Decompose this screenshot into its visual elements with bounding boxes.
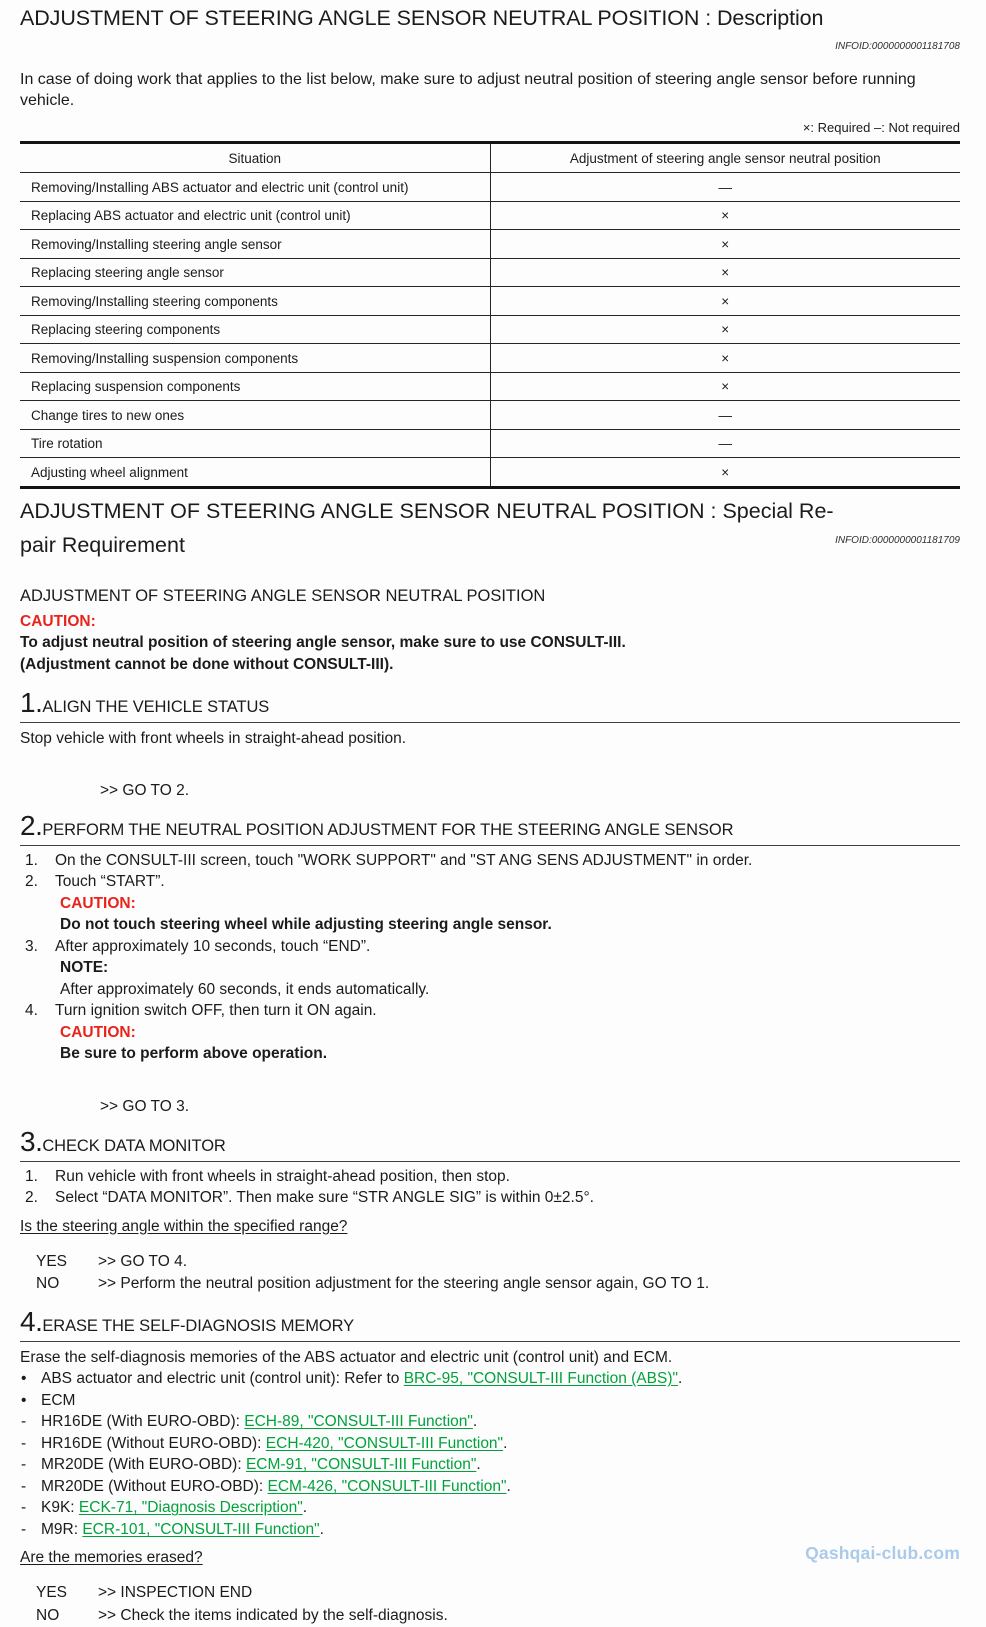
- yes-action: >> GO TO 4.: [98, 1251, 960, 1274]
- bullet-marker: -: [20, 1519, 41, 1541]
- value-cell: —: [490, 173, 960, 202]
- reference-text: [41, 1368, 960, 1390]
- reference-row: [20, 1519, 960, 1541]
- note-label: NOTE:: [60, 957, 960, 979]
- step3-heading: [20, 1126, 960, 1162]
- value-cell: ×: [490, 201, 960, 230]
- step4-title: ERASE THE SELF-DIAGNOSIS MEMORY: [42, 1317, 354, 1335]
- reference-text: [41, 1454, 960, 1476]
- reference-link[interactable]: ECM-426, "CONSULT-III Function": [268, 1478, 507, 1495]
- list-item: [20, 1000, 960, 1022]
- bullet-marker: -: [20, 1411, 41, 1433]
- step1-body: Stop vehicle with front wheels in straight-ahead position.: [20, 728, 960, 750]
- section1-title: ADJUSTMENT OF STEERING ANGLE SENSOR NEUTRAL POSITION : Description: [20, 6, 960, 31]
- no-label: NO: [36, 1273, 98, 1296]
- caution-text-line1: To adjust neutral position of steering angle sensor, make sure to use CONSULT-III.: [20, 632, 960, 654]
- item-number: 3.: [20, 936, 55, 958]
- list-item: [20, 850, 960, 872]
- bullet-marker: -: [20, 1433, 41, 1455]
- reference-pre: MR20DE (With EURO-OBD):: [41, 1456, 246, 1473]
- list-item: [20, 1187, 960, 1209]
- caution-text: Be sure to perform above operation.: [60, 1043, 960, 1065]
- table-row: [20, 344, 960, 373]
- reference-text: [41, 1411, 960, 1433]
- table-row: [20, 230, 960, 259]
- value-cell: ×: [490, 344, 960, 373]
- step4-number: 4.: [20, 1306, 42, 1337]
- section2-title-line2: pair Requirement: [20, 530, 185, 560]
- yes-label: YES: [36, 1582, 98, 1605]
- reference-text: [41, 1519, 960, 1541]
- table-header-row: [20, 143, 960, 173]
- reference-pre: MR20DE (Without EURO-OBD):: [41, 1478, 268, 1495]
- value-cell: ×: [490, 258, 960, 287]
- step2-title: PERFORM THE NEUTRAL POSITION ADJUSTMENT FOR THE STEERING ANGLE SENSOR: [42, 821, 733, 839]
- reference-row: [20, 1454, 960, 1476]
- item-number: 4.: [20, 1000, 55, 1022]
- situation-cell: Replacing ABS actuator and electric unit (control unit): [20, 201, 490, 230]
- infoid-1: INFOID:0000000001181708: [835, 41, 960, 52]
- reference-post: .: [678, 1370, 682, 1387]
- step2-number: 2.: [20, 810, 42, 841]
- yes-action: >> INSPECTION END: [98, 1582, 960, 1605]
- answer-row-yes: [20, 1582, 960, 1605]
- reference-text: [41, 1390, 960, 1412]
- reference-link[interactable]: ECH-89, "CONSULT-III Function": [244, 1413, 473, 1430]
- situation-cell: Removing/Installing steering angle sensor: [20, 230, 490, 259]
- table-row: [20, 287, 960, 316]
- item-text: Select “DATA MONITOR”. Then make sure “STR ANGLE SIG” is within 0±2.5°.: [55, 1187, 960, 1209]
- step4-intro: Erase the self-diagnosis memories of the ABS actuator and electric unit (control unit) and ECM.: [20, 1347, 960, 1369]
- situation-cell: Removing/Installing steering components: [20, 287, 490, 316]
- section2-title: [20, 496, 960, 560]
- list-item: [20, 936, 960, 958]
- table-row: [20, 258, 960, 287]
- table-row: [20, 429, 960, 458]
- table-legend: ×: Required –: Not required: [20, 120, 960, 135]
- infoid-2: INFOID:0000000001181709: [835, 526, 960, 560]
- item-text: Run vehicle with front wheels in straight-ahead position, then stop.: [55, 1166, 960, 1188]
- value-cell: ×: [490, 287, 960, 316]
- step3-answers: [20, 1251, 960, 1296]
- answer-row-no: [20, 1605, 960, 1627]
- item-number: 2.: [20, 871, 55, 893]
- step1-heading: [20, 687, 960, 723]
- value-cell: ×: [490, 458, 960, 488]
- situation-cell: Replacing suspension components: [20, 372, 490, 401]
- value-cell: —: [490, 429, 960, 458]
- item-text: After approximately 10 seconds, touch “END”.: [55, 936, 960, 958]
- situation-cell: Change tires to new ones: [20, 401, 490, 430]
- step4-references: [20, 1368, 960, 1540]
- answer-row-no: [20, 1273, 960, 1296]
- reference-pre: M9R:: [41, 1521, 82, 1538]
- item-text: On the CONSULT-III screen, touch "WORK SUPPORT" and "ST ANG SENS ADJUSTMENT" in order.: [55, 850, 960, 872]
- situation-cell: Removing/Installing suspension components: [20, 344, 490, 373]
- reference-pre: ECM: [41, 1392, 75, 1409]
- reference-text: [41, 1497, 960, 1519]
- reference-link[interactable]: ECK-71, "Diagnosis Description": [79, 1499, 303, 1516]
- reference-link[interactable]: ECH-420, "CONSULT-III Function": [266, 1435, 503, 1452]
- table-row: [20, 315, 960, 344]
- step1-result: >> GO TO 2.: [100, 782, 960, 800]
- item-text: Touch “START”.: [55, 871, 960, 893]
- reference-row: [20, 1497, 960, 1519]
- step2-result: >> GO TO 3.: [100, 1098, 960, 1116]
- bullet-marker: -: [20, 1476, 41, 1498]
- step4-heading: [20, 1306, 960, 1342]
- reference-post: .: [320, 1521, 324, 1538]
- table-row: [20, 401, 960, 430]
- situation-table: [20, 141, 960, 489]
- bullet-marker: -: [20, 1454, 41, 1476]
- reference-row: [20, 1476, 960, 1498]
- table-row: [20, 201, 960, 230]
- step3-title: CHECK DATA MONITOR: [42, 1137, 225, 1155]
- caution-text: Do not touch steering wheel while adjusting steering angle sensor.: [60, 914, 960, 936]
- reference-post: .: [507, 1478, 511, 1495]
- no-action: >> Check the items indicated by the self-diagnosis.: [98, 1605, 960, 1627]
- bullet-marker: -: [20, 1497, 41, 1519]
- value-cell: ×: [490, 372, 960, 401]
- caution-label: CAUTION:: [20, 611, 960, 633]
- item-number: 2.: [20, 1187, 55, 1209]
- table-header-situation: Situation: [20, 143, 490, 173]
- no-action: >> Perform the neutral position adjustment for the steering angle sensor again, GO TO 1.: [98, 1273, 960, 1296]
- step2-list: [20, 850, 960, 1065]
- reference-link[interactable]: ECM-91, "CONSULT-III Function": [246, 1456, 476, 1473]
- step3-list: [20, 1166, 960, 1209]
- reference-row: [20, 1411, 960, 1433]
- infoid-row: [20, 36, 960, 54]
- step3-question: Is the steering angle within the specified range?: [20, 1218, 960, 1236]
- situation-cell: Replacing steering angle sensor: [20, 258, 490, 287]
- bullet-marker: •: [20, 1368, 41, 1390]
- section2-title-line1: ADJUSTMENT OF STEERING ANGLE SENSOR NEUTRAL POSITION : Special Re-: [20, 496, 960, 526]
- situation-cell: Tire rotation: [20, 429, 490, 458]
- reference-text: [41, 1476, 960, 1498]
- bullet-marker: •: [20, 1390, 41, 1412]
- table-header-adjustment: Adjustment of steering angle sensor neutral position: [490, 143, 960, 173]
- situation-cell: Replacing steering components: [20, 315, 490, 344]
- reference-pre: ABS actuator and electric unit (control unit): Refer to: [41, 1370, 404, 1387]
- situation-cell: Adjusting wheel alignment: [20, 458, 490, 488]
- step4-answers: [20, 1582, 960, 1627]
- caution-label: CAUTION:: [60, 1022, 960, 1044]
- reference-pre: K9K:: [41, 1499, 79, 1516]
- note-text: After approximately 60 seconds, it ends automatically.: [60, 979, 960, 1001]
- step1-title: ALIGN THE VEHICLE STATUS: [42, 698, 269, 716]
- reference-row: [20, 1433, 960, 1455]
- reference-row: [20, 1368, 960, 1390]
- list-item: [20, 1166, 960, 1188]
- item-number: 1.: [20, 850, 55, 872]
- reference-post: .: [303, 1499, 307, 1516]
- table-row: [20, 458, 960, 488]
- value-cell: ×: [490, 230, 960, 259]
- caution-label: CAUTION:: [60, 893, 960, 915]
- item-number: 1.: [20, 1166, 55, 1188]
- reference-pre: HR16DE (With EURO-OBD):: [41, 1413, 244, 1430]
- reference-post: .: [476, 1456, 480, 1473]
- step4-question: Are the memories erased?: [20, 1549, 960, 1567]
- reference-post: .: [503, 1435, 507, 1452]
- table-row: [20, 173, 960, 202]
- step2-heading: [20, 810, 960, 846]
- caution-text-line2: (Adjustment cannot be done without CONSULT-III).: [20, 654, 960, 676]
- yes-label: YES: [36, 1251, 98, 1274]
- no-label: NO: [36, 1605, 98, 1627]
- intro-paragraph: In case of doing work that applies to the list below, make sure to adjust neutral position of steering angle sensor before running vehicle.: [20, 69, 960, 111]
- reference-link[interactable]: ECR-101, "CONSULT-III Function": [82, 1521, 319, 1538]
- item-text: Turn ignition switch OFF, then turn it ON again.: [55, 1000, 960, 1022]
- reference-post: .: [473, 1413, 477, 1430]
- answer-row-yes: [20, 1251, 960, 1274]
- situation-cell: Removing/Installing ABS actuator and electric unit (control unit): [20, 173, 490, 202]
- watermark: Qashqai-club.com: [805, 1543, 960, 1564]
- table-row: [20, 372, 960, 401]
- step1-number: 1.: [20, 687, 42, 718]
- subsection-heading: ADJUSTMENT OF STEERING ANGLE SENSOR NEUTRAL POSITION: [20, 587, 960, 606]
- reference-link[interactable]: BRC-95, "CONSULT-III Function (ABS)": [404, 1370, 678, 1387]
- reference-text: [41, 1433, 960, 1455]
- value-cell: —: [490, 401, 960, 430]
- list-item: [20, 871, 960, 893]
- reference-pre: HR16DE (Without EURO-OBD):: [41, 1435, 266, 1452]
- value-cell: ×: [490, 315, 960, 344]
- reference-row: [20, 1390, 960, 1412]
- step3-number: 3.: [20, 1126, 42, 1157]
